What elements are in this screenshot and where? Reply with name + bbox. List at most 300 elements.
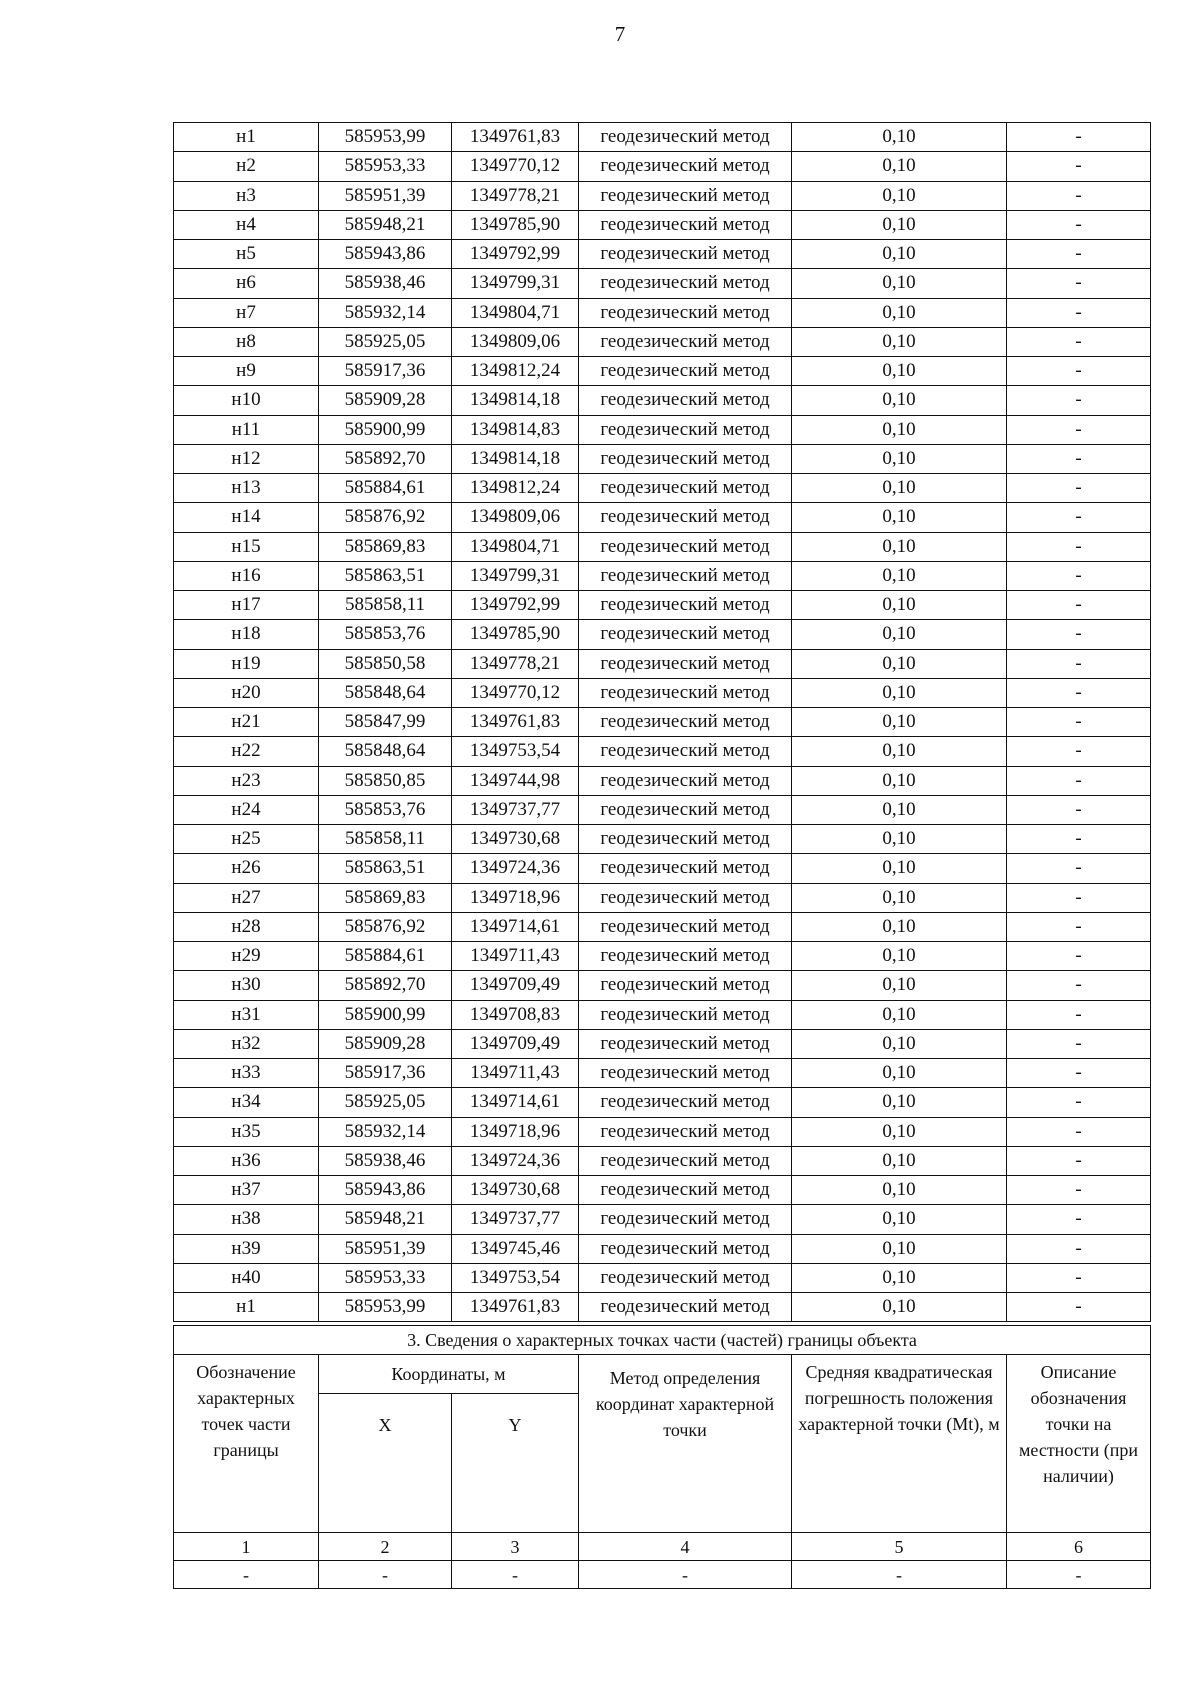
x-coordinate-cell: 585876,92 (319, 912, 452, 941)
description-cell: - (1007, 883, 1151, 912)
point-id-cell: н39 (174, 1234, 319, 1263)
y-coordinate-cell: 1349753,54 (452, 737, 579, 766)
point-id-cell: н29 (174, 942, 319, 971)
point-id-cell: н36 (174, 1146, 319, 1175)
mt-cell: 0,10 (792, 854, 1007, 883)
table-row (174, 1146, 1151, 1175)
x-coordinate-cell: 585900,99 (319, 1000, 452, 1029)
y-coordinate-cell: 1349709,49 (452, 971, 579, 1000)
mt-cell: 0,10 (792, 795, 1007, 824)
mt-cell: 0,10 (792, 327, 1007, 356)
point-id-cell: н30 (174, 971, 319, 1000)
x-coordinate-cell: 585892,70 (319, 971, 452, 1000)
x-coordinate-cell: 585938,46 (319, 1146, 452, 1175)
table-row (174, 883, 1151, 912)
y-coordinate-cell: 1349711,43 (452, 1059, 579, 1088)
mt-cell: 0,10 (792, 620, 1007, 649)
mt-cell: 0,10 (792, 971, 1007, 1000)
method-cell: геодезический метод (579, 737, 792, 766)
description-cell: - (1007, 298, 1151, 327)
description-cell: - (1007, 269, 1151, 298)
method-cell: геодезический метод (579, 532, 792, 561)
description-cell: - (1007, 1146, 1151, 1175)
table-row (174, 649, 1151, 678)
point-id-cell: н3 (174, 181, 319, 210)
y-coordinate-cell: 1349709,49 (452, 1029, 579, 1058)
mt-cell: 0,10 (792, 1234, 1007, 1263)
method-cell: геодезический метод (579, 269, 792, 298)
point-id-cell: н5 (174, 240, 319, 269)
empty-cell: - (452, 1561, 579, 1589)
mt-cell: 0,10 (792, 1000, 1007, 1029)
description-cell: - (1007, 1000, 1151, 1029)
description-cell: - (1007, 532, 1151, 561)
point-id-cell: н37 (174, 1176, 319, 1205)
point-id-cell: н9 (174, 357, 319, 386)
mt-cell: 0,10 (792, 1176, 1007, 1205)
description-cell: - (1007, 1176, 1151, 1205)
y-coordinate-cell: 1349814,83 (452, 415, 579, 444)
method-cell: геодезический метод (579, 825, 792, 854)
y-coordinate-cell: 1349761,83 (452, 123, 579, 152)
description-cell: - (1007, 386, 1151, 415)
y-coordinate-cell: 1349785,90 (452, 210, 579, 239)
point-id-cell: н18 (174, 620, 319, 649)
x-coordinate-cell: 585853,76 (319, 620, 452, 649)
mt-cell: 0,10 (792, 737, 1007, 766)
method-cell: геодезический метод (579, 1146, 792, 1175)
point-id-cell: н16 (174, 561, 319, 590)
x-coordinate-cell: 585917,36 (319, 1059, 452, 1088)
table-row (174, 298, 1151, 327)
x-coordinate-cell: 585858,11 (319, 825, 452, 854)
y-coordinate-cell: 1349770,12 (452, 152, 579, 181)
table-row (174, 825, 1151, 854)
empty-cell: - (1007, 1561, 1151, 1589)
point-id-cell: н2 (174, 152, 319, 181)
y-coordinate-cell: 1349814,18 (452, 386, 579, 415)
table-row (174, 620, 1151, 649)
description-cell: - (1007, 1263, 1151, 1292)
method-cell: геодезический метод (579, 1000, 792, 1029)
mt-cell: 0,10 (792, 766, 1007, 795)
method-cell: геодезический метод (579, 678, 792, 707)
method-cell: геодезический метод (579, 649, 792, 678)
method-cell: геодезический метод (579, 854, 792, 883)
table-row (174, 1176, 1151, 1205)
method-cell: геодезический метод (579, 708, 792, 737)
header-coordinates: Координаты, м (319, 1355, 579, 1394)
y-coordinate-cell: 1349814,18 (452, 444, 579, 473)
description-cell: - (1007, 854, 1151, 883)
y-coordinate-cell: 1349718,96 (452, 883, 579, 912)
method-cell: геодезический метод (579, 327, 792, 356)
table-row (174, 854, 1151, 883)
method-cell: геодезический метод (579, 1029, 792, 1058)
point-id-cell: н10 (174, 386, 319, 415)
description-cell: - (1007, 766, 1151, 795)
description-cell: - (1007, 737, 1151, 766)
y-coordinate-cell: 1349745,46 (452, 1234, 579, 1263)
mt-cell: 0,10 (792, 152, 1007, 181)
y-coordinate-cell: 1349792,99 (452, 591, 579, 620)
method-cell: геодезический метод (579, 1117, 792, 1146)
description-cell: - (1007, 591, 1151, 620)
method-cell: геодезический метод (579, 298, 792, 327)
column-number: 6 (1007, 1533, 1151, 1561)
mt-cell: 0,10 (792, 1146, 1007, 1175)
column-number: 2 (319, 1533, 452, 1561)
x-coordinate-cell: 585900,99 (319, 415, 452, 444)
x-coordinate-cell: 585953,33 (319, 152, 452, 181)
header-description: Описание обозначения точки на местности (при наличии) (1007, 1355, 1151, 1533)
header-mt: Средняя квадратическая погрешность положения характерной точки (Mt), м (792, 1355, 1007, 1533)
point-id-cell: н34 (174, 1088, 319, 1117)
x-coordinate-cell: 585869,83 (319, 883, 452, 912)
empty-cell: - (579, 1561, 792, 1589)
x-coordinate-cell: 585858,11 (319, 591, 452, 620)
method-cell: геодезический метод (579, 620, 792, 649)
method-cell: геодезический метод (579, 444, 792, 473)
x-coordinate-cell: 585925,05 (319, 1088, 452, 1117)
table-row (174, 269, 1151, 298)
mt-cell: 0,10 (792, 240, 1007, 269)
y-coordinate-cell: 1349770,12 (452, 678, 579, 707)
x-coordinate-cell: 585925,05 (319, 327, 452, 356)
x-coordinate-cell: 585853,76 (319, 795, 452, 824)
description-cell: - (1007, 971, 1151, 1000)
y-coordinate-cell: 1349812,24 (452, 474, 579, 503)
y-coordinate-cell: 1349724,36 (452, 1146, 579, 1175)
mt-cell: 0,10 (792, 1117, 1007, 1146)
mt-cell: 0,10 (792, 883, 1007, 912)
x-coordinate-cell: 585892,70 (319, 444, 452, 473)
table-row (174, 942, 1151, 971)
y-coordinate-cell: 1349778,21 (452, 649, 579, 678)
part-boundary-points-table (173, 1325, 1151, 1589)
method-cell: геодезический метод (579, 766, 792, 795)
point-id-cell: н7 (174, 298, 319, 327)
y-coordinate-cell: 1349804,71 (452, 532, 579, 561)
table-row (174, 678, 1151, 707)
y-coordinate-cell: 1349737,77 (452, 1205, 579, 1234)
empty-cell: - (792, 1561, 1007, 1589)
point-id-cell: н35 (174, 1117, 319, 1146)
method-cell: геодезический метод (579, 561, 792, 590)
description-cell: - (1007, 825, 1151, 854)
point-id-cell: н4 (174, 210, 319, 239)
table-row (174, 1029, 1151, 1058)
mt-cell: 0,10 (792, 912, 1007, 941)
column-number: 5 (792, 1533, 1007, 1561)
y-coordinate-cell: 1349792,99 (452, 240, 579, 269)
description-cell: - (1007, 444, 1151, 473)
mt-cell: 0,10 (792, 298, 1007, 327)
x-coordinate-cell: 585884,61 (319, 942, 452, 971)
point-id-cell: н8 (174, 327, 319, 356)
description-cell: - (1007, 415, 1151, 444)
point-id-cell: н33 (174, 1059, 319, 1088)
table-row (174, 1263, 1151, 1292)
point-id-cell: н19 (174, 649, 319, 678)
method-cell: геодезический метод (579, 795, 792, 824)
mt-cell: 0,10 (792, 1059, 1007, 1088)
description-cell: - (1007, 123, 1151, 152)
page-number: 7 (614, 22, 626, 46)
table-row (174, 766, 1151, 795)
point-id-cell: н31 (174, 1000, 319, 1029)
method-cell: геодезический метод (579, 503, 792, 532)
x-coordinate-cell: 585863,51 (319, 561, 452, 590)
x-coordinate-cell: 585953,99 (319, 123, 452, 152)
point-id-cell: н32 (174, 1029, 319, 1058)
point-id-cell: н1 (174, 1293, 319, 1322)
mt-cell: 0,10 (792, 532, 1007, 561)
x-coordinate-cell: 585953,99 (319, 1293, 452, 1322)
x-coordinate-cell: 585943,86 (319, 1176, 452, 1205)
table-row (174, 444, 1151, 473)
point-id-cell: н23 (174, 766, 319, 795)
method-cell: геодезический метод (579, 1234, 792, 1263)
table-row (174, 210, 1151, 239)
method-cell: геодезический метод (579, 1205, 792, 1234)
table-row (174, 561, 1151, 590)
mt-cell: 0,10 (792, 415, 1007, 444)
header-y: Y (452, 1394, 579, 1533)
method-cell: геодезический метод (579, 474, 792, 503)
method-cell: геодезический метод (579, 415, 792, 444)
mt-cell: 0,10 (792, 269, 1007, 298)
point-id-cell: н21 (174, 708, 319, 737)
x-coordinate-cell: 585863,51 (319, 854, 452, 883)
y-coordinate-cell: 1349708,83 (452, 1000, 579, 1029)
point-id-cell: н28 (174, 912, 319, 941)
method-cell: геодезический метод (579, 152, 792, 181)
x-coordinate-cell: 585876,92 (319, 503, 452, 532)
point-id-cell: н6 (174, 269, 319, 298)
y-coordinate-cell: 1349730,68 (452, 1176, 579, 1205)
x-coordinate-cell: 585869,83 (319, 532, 452, 561)
y-coordinate-cell: 1349753,54 (452, 1263, 579, 1292)
column-number: 3 (452, 1533, 579, 1561)
table-row (174, 591, 1151, 620)
method-cell: геодезический метод (579, 1176, 792, 1205)
point-id-cell: н13 (174, 474, 319, 503)
table-row (174, 1234, 1151, 1263)
table-row (174, 1000, 1151, 1029)
mt-cell: 0,10 (792, 649, 1007, 678)
description-cell: - (1007, 649, 1151, 678)
table-row (174, 386, 1151, 415)
mt-cell: 0,10 (792, 474, 1007, 503)
header-x: X (319, 1394, 452, 1533)
x-coordinate-cell: 585948,21 (319, 210, 452, 239)
method-cell: геодезический метод (579, 386, 792, 415)
y-coordinate-cell: 1349761,83 (452, 1293, 579, 1322)
x-coordinate-cell: 585847,99 (319, 708, 452, 737)
method-cell: геодезический метод (579, 1088, 792, 1117)
mt-cell: 0,10 (792, 123, 1007, 152)
x-coordinate-cell: 585932,14 (319, 1117, 452, 1146)
mt-cell: 0,10 (792, 1029, 1007, 1058)
method-cell: геодезический метод (579, 591, 792, 620)
y-coordinate-cell: 1349718,96 (452, 1117, 579, 1146)
table-row (174, 1205, 1151, 1234)
method-cell: геодезический метод (579, 240, 792, 269)
point-id-cell: н1 (174, 123, 319, 152)
table-row (174, 532, 1151, 561)
mt-cell: 0,10 (792, 825, 1007, 854)
description-cell: - (1007, 795, 1151, 824)
point-id-cell: н24 (174, 795, 319, 824)
table-row (174, 737, 1151, 766)
y-coordinate-cell: 1349744,98 (452, 766, 579, 795)
method-cell: геодезический метод (579, 1293, 792, 1322)
y-coordinate-cell: 1349730,68 (452, 825, 579, 854)
mt-cell: 0,10 (792, 708, 1007, 737)
y-coordinate-cell: 1349761,83 (452, 708, 579, 737)
y-coordinate-cell: 1349711,43 (452, 942, 579, 971)
mt-cell: 0,10 (792, 942, 1007, 971)
point-id-cell: н25 (174, 825, 319, 854)
x-coordinate-cell: 585917,36 (319, 357, 452, 386)
point-id-cell: н22 (174, 737, 319, 766)
empty-cell: - (174, 1561, 319, 1589)
method-cell: геодезический метод (579, 123, 792, 152)
y-coordinate-cell: 1349785,90 (452, 620, 579, 649)
description-cell: - (1007, 1234, 1151, 1263)
point-id-cell: н11 (174, 415, 319, 444)
description-cell: - (1007, 210, 1151, 239)
x-coordinate-cell: 585850,58 (319, 649, 452, 678)
table-row (174, 795, 1151, 824)
boundary-points-table (173, 122, 1151, 1322)
table-row (174, 1293, 1151, 1322)
description-cell: - (1007, 152, 1151, 181)
table-row (174, 503, 1151, 532)
x-coordinate-cell: 585909,28 (319, 1029, 452, 1058)
point-id-cell: н26 (174, 854, 319, 883)
point-id-cell: н17 (174, 591, 319, 620)
description-cell: - (1007, 912, 1151, 941)
x-coordinate-cell: 585938,46 (319, 269, 452, 298)
method-cell: геодезический метод (579, 883, 792, 912)
table-row (174, 415, 1151, 444)
method-cell: геодезический метод (579, 357, 792, 386)
y-coordinate-cell: 1349812,24 (452, 357, 579, 386)
point-id-cell: н14 (174, 503, 319, 532)
y-coordinate-cell: 1349809,06 (452, 327, 579, 356)
y-coordinate-cell: 1349799,31 (452, 269, 579, 298)
header-point-designation: Обозначение характерных точек части границы (174, 1355, 319, 1533)
method-cell: геодезический метод (579, 1059, 792, 1088)
mt-cell: 0,10 (792, 444, 1007, 473)
x-coordinate-cell: 585848,64 (319, 678, 452, 707)
description-cell: - (1007, 240, 1151, 269)
x-coordinate-cell: 585909,28 (319, 386, 452, 415)
description-cell: - (1007, 678, 1151, 707)
mt-cell: 0,10 (792, 561, 1007, 590)
mt-cell: 0,10 (792, 678, 1007, 707)
mt-cell: 0,10 (792, 357, 1007, 386)
method-cell: геодезический метод (579, 181, 792, 210)
description-cell: - (1007, 503, 1151, 532)
table-row (174, 152, 1151, 181)
method-cell: геодезический метод (579, 912, 792, 941)
table-row (174, 912, 1151, 941)
method-cell: геодезический метод (579, 971, 792, 1000)
x-coordinate-cell: 585884,61 (319, 474, 452, 503)
table-row (174, 123, 1151, 152)
empty-cell: - (319, 1561, 452, 1589)
table-row (174, 708, 1151, 737)
table-row (174, 240, 1151, 269)
method-cell: геодезический метод (579, 210, 792, 239)
point-id-cell: н12 (174, 444, 319, 473)
description-cell: - (1007, 620, 1151, 649)
x-coordinate-cell: 585850,85 (319, 766, 452, 795)
mt-cell: 0,10 (792, 181, 1007, 210)
description-cell: - (1007, 181, 1151, 210)
y-coordinate-cell: 1349804,71 (452, 298, 579, 327)
table-row (174, 1059, 1151, 1088)
table-row (174, 327, 1151, 356)
y-coordinate-cell: 1349778,21 (452, 181, 579, 210)
table-row (174, 1088, 1151, 1117)
table-row (174, 1117, 1151, 1146)
column-number: 1 (174, 1533, 319, 1561)
mt-cell: 0,10 (792, 386, 1007, 415)
method-cell: геодезический метод (579, 942, 792, 971)
y-coordinate-cell: 1349737,77 (452, 795, 579, 824)
description-cell: - (1007, 1059, 1151, 1088)
description-cell: - (1007, 327, 1151, 356)
column-number: 4 (579, 1533, 792, 1561)
description-cell: - (1007, 942, 1151, 971)
method-cell: геодезический метод (579, 1263, 792, 1292)
description-cell: - (1007, 1205, 1151, 1234)
x-coordinate-cell: 585932,14 (319, 298, 452, 327)
x-coordinate-cell: 585951,39 (319, 1234, 452, 1263)
x-coordinate-cell: 585948,21 (319, 1205, 452, 1234)
table-row (174, 357, 1151, 386)
mt-cell: 0,10 (792, 1088, 1007, 1117)
y-coordinate-cell: 1349809,06 (452, 503, 579, 532)
mt-cell: 0,10 (792, 1205, 1007, 1234)
header-method: Метод определения координат характерной точки (579, 1355, 792, 1533)
table-row (174, 181, 1151, 210)
mt-cell: 0,10 (792, 591, 1007, 620)
point-id-cell: н38 (174, 1205, 319, 1234)
point-id-cell: н27 (174, 883, 319, 912)
mt-cell: 0,10 (792, 503, 1007, 532)
y-coordinate-cell: 1349724,36 (452, 854, 579, 883)
description-cell: - (1007, 474, 1151, 503)
description-cell: - (1007, 1088, 1151, 1117)
x-coordinate-cell: 585848,64 (319, 737, 452, 766)
y-coordinate-cell: 1349714,61 (452, 912, 579, 941)
description-cell: - (1007, 708, 1151, 737)
section-title: 3. Сведения о характерных точках части (частей) границы объекта (174, 1326, 1151, 1355)
y-coordinate-cell: 1349799,31 (452, 561, 579, 590)
description-cell: - (1007, 1029, 1151, 1058)
mt-cell: 0,10 (792, 210, 1007, 239)
x-coordinate-cell: 585943,86 (319, 240, 452, 269)
point-id-cell: н40 (174, 1263, 319, 1292)
description-cell: - (1007, 561, 1151, 590)
point-id-cell: н20 (174, 678, 319, 707)
x-coordinate-cell: 585953,33 (319, 1263, 452, 1292)
